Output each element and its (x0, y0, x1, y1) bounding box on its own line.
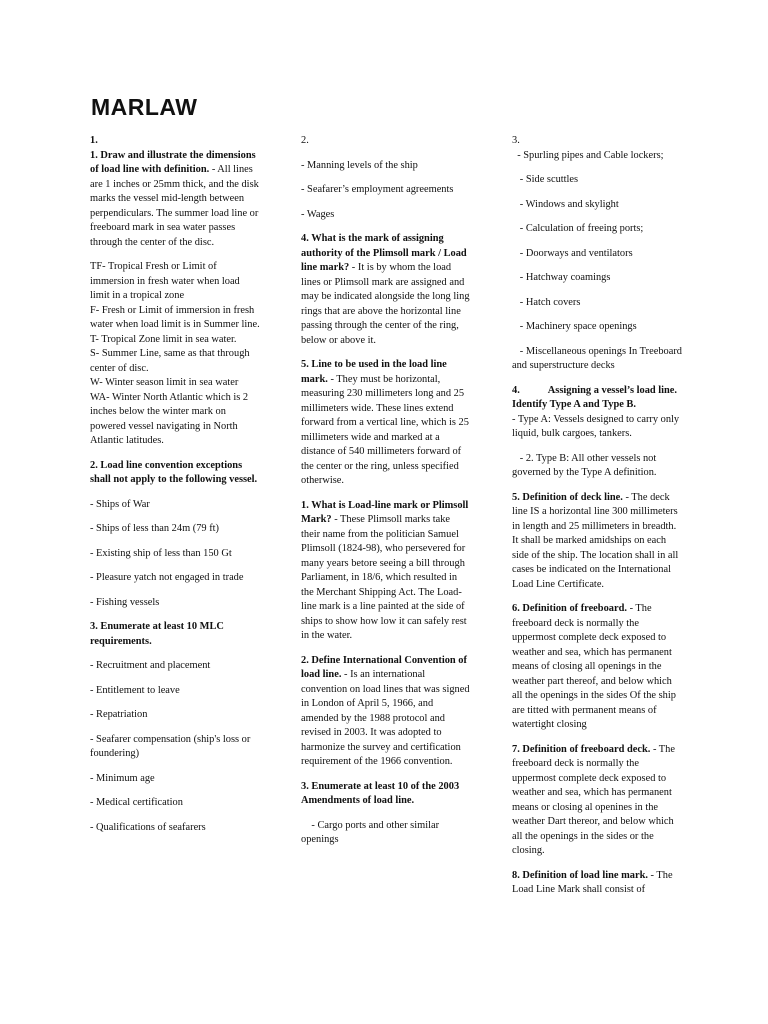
list-item: - Fishing vessels (90, 596, 160, 608)
answer-text: - Is an international convention on load lines that was signed in London of April 5, 1966, and amended by the 1988 protocol and revised in 2003. It was adopted to harmonize the survey and certification requirement of the 1966 convention. (301, 669, 470, 767)
list-item: - Side scuttles (512, 174, 579, 185)
section-number: 3. (512, 135, 520, 146)
answer-text: - They must be horizontal, measuring 230 millimeters long and 25 millimeters wide. These lines extend forward from a vertical line, which is 25 millimeters wide and marked at a distance of 540 millimeters forward of the center or the ring, unless specified otherwise. (301, 373, 469, 486)
question-heading: 1. What is Load-line mark or Plimsoll Mark? (301, 499, 469, 525)
answer-text: - The Load Line Mark shall consist of (512, 869, 673, 895)
question-heading: 2. Load line convention exceptions shall not apply to the following vessel. (90, 459, 258, 485)
page-title: MARLAW (91, 94, 198, 120)
list-item: - Recruitment and placement (90, 660, 211, 671)
load-line-tf: TF- Tropical Fresh or Limit of immersion in fresh water when load limit in a tropical zone (90, 261, 240, 301)
list-item: - Machinery space openings (512, 321, 637, 332)
list-item: - Calculation of freeing ports; (512, 223, 644, 234)
question-heading: 5. Line to be used in the load line mark. (301, 359, 447, 385)
question-heading: 3. Enumerate at least 10 of the 2003 Amendments of load line. (301, 780, 460, 806)
list-item: - Existing ship of less than 150 Gt (90, 547, 232, 559)
answer-text: - These Plimsoll marks take their name from the politician Samuel Plimsoll (1824-98), who persevered for many years betore seeing a bill through Parliament, in 18/6, which resulted in the Merchant Shipping Act. The Load-line mark is a line painted at the side of ships to show how low it can safely rest in the water. (301, 514, 467, 641)
answer-text: - The freeboard deck is normally the uppermost complete deck exposed to weather and sea, which has permanent means or closing al openines in the weather Dart thereor, and below which all the openings in the sides or the closing. (512, 743, 675, 856)
list-item: - Seafarer compensation (ship's loss or foundering) (90, 733, 251, 759)
question-heading: 6. Definition of freeboard. (512, 603, 627, 614)
list-item: - Minimum age (90, 772, 155, 784)
answer-text: - Type A: Vessels designed to carry only liquid, bulk cargoes, tankers. (512, 413, 680, 439)
column-2 (301, 134, 471, 858)
load-line-f: F- Fresh or Limit of immersion in fresh water when load limit is in Summer line. (90, 304, 260, 330)
answer-text: - The freeboard deck is normally the uppermost complete deck exposed to weather and sea, which has permanent means of closing all openings in the weather part thereof, and below which all the openings in the sides Of the ship are titted with permanent means of watertight closing (512, 603, 676, 730)
load-line-w: W- Winter season limit in sea water (90, 377, 239, 388)
answer-text: - 2. Type B: All other vessels not governed by the Type A definition. (512, 452, 659, 478)
question-heading: 2. Define International Convention of load line. (301, 654, 467, 680)
question-heading: 8. Definition of load line mark. (512, 869, 648, 881)
list-item: - Ships of War (90, 498, 150, 510)
list-item: - Ships of less than 24m (79 ft) (90, 523, 220, 534)
column-3 (512, 134, 685, 908)
answer-text: - It is by whom the load lines or Plimsoll mark are assigned and may be indicated alongside the long ling rings that are above the horizontal line passing through the center of the ring, below or above it. (301, 262, 470, 346)
question-heading: 1. Draw and illustrate the dimensions of load line with definition. (90, 149, 256, 175)
section-number: 2. (301, 135, 309, 146)
list-item: - Windows and skylight (512, 198, 619, 210)
list-item: - Medical certification (90, 797, 183, 808)
question-heading: 7. Definition of freeboard deck. (512, 743, 651, 755)
load-line-t: T- Tropical Zone limit in sea water. (90, 333, 237, 345)
list-item: - Seafarer’s employment agreements (301, 184, 454, 195)
question-heading: 4. Assigning a vessel’s load line. Identify Type A and Type B. (512, 384, 680, 410)
list-item: - Spurling pipes and Cable lockers; (512, 149, 664, 161)
list-item: - Wages (301, 208, 335, 220)
section-number: 1. (90, 135, 98, 146)
list-item: - Entitlement to leave (90, 684, 180, 696)
column-1 (90, 134, 260, 845)
question-heading: 3. Enumerate at least 10 MLC requirements. (90, 621, 224, 647)
list-item: - Doorways and ventilators (512, 247, 633, 259)
answer-text: - All lines are 1 inches or 25mm thick, and the disk marks the vessel mid-length between perpendiculars. The summer load line or freeboard mark in sea water passes through the center of the disc. (90, 164, 259, 248)
list-item: - Pleasure yatch not engaged in trade (90, 572, 244, 583)
list-item: - Miscellaneous openings In Treeboard and superstructure decks (512, 345, 685, 371)
answer-text: - The deck line IS a horizontal line 300 millimeters in length and 25 millimeters in breadth. It shall be marked amidships on each side of the ship. The location shall in all cases be indicated on the International Load Line Certificate. (512, 491, 679, 590)
question-heading: 5. Definition of deck line. (512, 491, 623, 503)
list-item: - Qualifications of seafarers (90, 821, 206, 833)
question-heading: 4. What is the mark of assigning authority of the Plimsoll mark / Load line mark? (301, 233, 467, 273)
load-line-s: S- Summer Line, same as that through center of disc. (90, 348, 250, 374)
load-line-wa: WA- Winter North Atlantic which is 2 inches below the winter mark on powered vessel navigating in North Atlantic latitudes. (90, 391, 249, 446)
list-item: - Cargo ports and other similar openings (301, 819, 442, 845)
list-item: - Hatch covers (512, 296, 581, 308)
list-item: - Repatriation (90, 709, 148, 720)
list-item: - Manning levels of the ship (301, 159, 418, 171)
list-item: - Hatchway coamings (512, 272, 611, 283)
